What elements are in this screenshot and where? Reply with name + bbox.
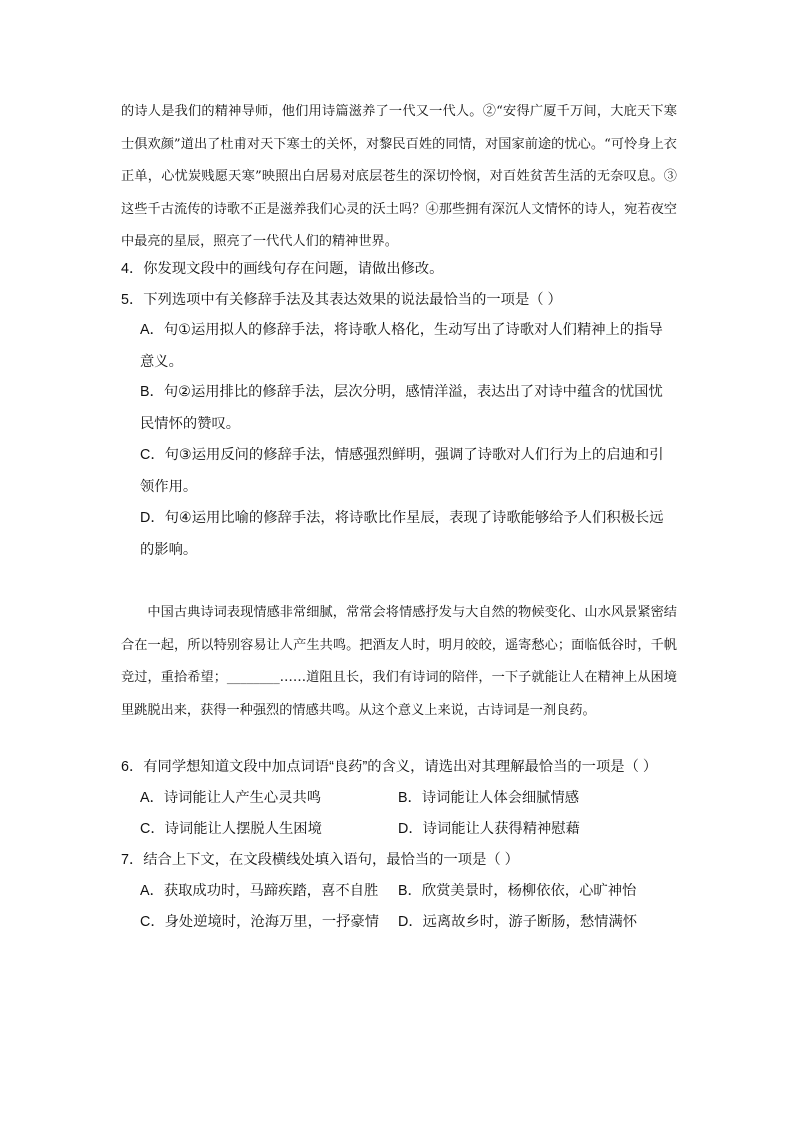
question-7-option-a: A．获取成功时，马蹄疾踏，喜不自胜 [140, 883, 379, 899]
question-5-option-b: B．句②运用排比的修辞手法，层次分明，感情洋溢，表达出了对诗中蕴含的忧国忧民情怀的赞叹。 [140, 384, 663, 432]
question-7-stem: 7．结合上下文，在文段横线处填入语句，最恰当的一项是（ ） [121, 852, 519, 868]
question-7-option-d: D．远离故乡时，游子断肠，愁情满怀 [398, 914, 638, 930]
question-6-option-b: B．诗词能让人体会细腻情感 [398, 790, 580, 806]
question-7-option-c: C．身处逆境时，沧海万里，一抒豪情 [140, 914, 380, 930]
question-6-option-c: C．诗词能让人摆脱人生困境 [140, 821, 322, 837]
question-5-stem: 5．下列选项中有关修辞手法及其表达效果的说法最恰当的一项是（ ） [121, 292, 562, 308]
question-7-option-b: B．欣赏美景时，杨柳依依，心旷神怡 [398, 883, 637, 899]
passage-2: 中国古典诗词表现情感非常细腻，常常会将情感抒发与大自然的物候变化、山水风景紧密结合在一起，所以特别容易让人产生共鸣。把酒友人时，明月皎皎，遥寄愁心；面临低谷时，千帆竞过，重拾希望；________……道阻且长，我们有诗词的陪伴，一下子就能让人在精神上从困境里跳脱出来，获得一种强烈的情感共鸣。从这个意义上来说，古诗词是一剂良药。 [121, 605, 677, 718]
passage-1: 的诗人是我们的精神导师，他们用诗篇滋养了一代又一代人。②“安得广厦千万间，大庇天下寒士俱欢颜”道出了杜甫对天下寒士的关怀，对黎民百姓的同情，对国家前途的忧心。“可怜身上衣正单，心忧炭贱愿天寒”映照出白居易对底层苍生的深切怜悯，对百姓贫苦生活的无奈叹息。③这些千古流传的诗歌不正是滋养我们心灵的沃土吗？④那些拥有深沉人文情怀的诗人，宛若夜空中最亮的星辰，照亮了一代代人们的精神世界。 [121, 104, 677, 250]
question-5-option-d: D．句④运用比喻的修辞手法，将诗歌比作星辰，表现了诗歌能够给予人们积极长远的影响。 [140, 510, 664, 558]
question-4: 4．你发现文段中的画线句存在问题，请做出修改。 [121, 261, 444, 277]
question-5-option-a: A．句①运用拟人的修辞手法，将诗歌人格化，生动写出了诗歌对人们精神上的指导意义。 [140, 322, 663, 370]
question-6-option-d: D．诗词能让人获得精神慰藉 [398, 821, 580, 837]
question-5-option-c: C．句③运用反问的修辞手法，情感强烈鲜明，强调了诗歌对人们行为上的启迪和引领作用。 [140, 447, 664, 495]
question-6-option-a: A．诗词能让人产生心灵共鸣 [140, 790, 322, 806]
question-6-stem: 6．有同学想知道文段中加点词语“良药”的含义，请选出对其理解最恰当的一项是（ ） [121, 759, 658, 775]
